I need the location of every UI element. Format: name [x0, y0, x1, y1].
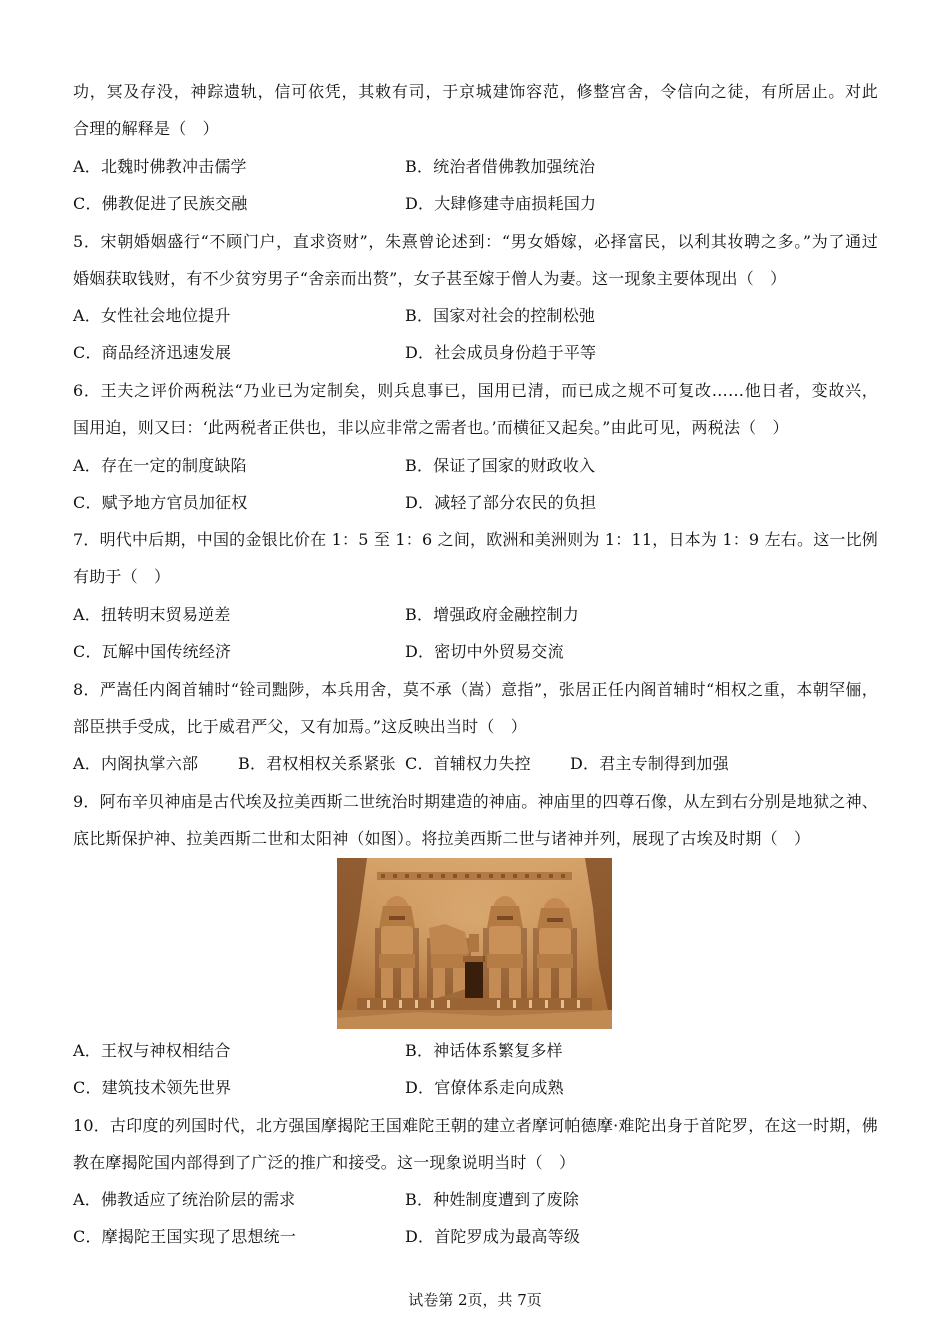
q9-stem-line1: 9．阿布辛贝神庙是古代埃及拉美西斯二世统治时期建造的神庙。神庙里的四尊石像，从左到右分别是地狱之神、 [73, 792, 878, 811]
q7-stem-line1: 7．明代中后期，中国的金银比价在 1：5 至 1：6 之间，欧洲和美洲则为 1：11，日本为 1：9 左右。这一比例 [73, 530, 878, 549]
q5-option-d[interactable]: D．社会成员身份趋于平等 [405, 343, 597, 362]
q5-option-a[interactable]: A．女性社会地位提升 [73, 306, 231, 325]
q4-option-d[interactable]: D．大肆修建寺庙损耗国力 [405, 194, 597, 213]
q7-option-d[interactable]: D．密切中外贸易交流 [405, 642, 564, 661]
q8-option-a[interactable]: A．内阁执掌六部 [73, 754, 199, 773]
q6-stem-line2: 国用迫，则又曰：‘此两税者正供也，非以应非常之需者也。’而横征又起矣。”由此可见，两税法（ ） [73, 418, 789, 437]
q6-option-d[interactable]: D．减轻了部分农民的负担 [405, 493, 597, 512]
q7-stem-line2: 有助于（ ） [73, 567, 171, 586]
page-footer: 试卷第 2页，共 7页 [408, 1291, 542, 1309]
q10-option-d[interactable]: D．首陀罗成为最高等级 [405, 1227, 581, 1246]
q10-option-a[interactable]: A．佛教适应了统治阶层的需求 [73, 1190, 296, 1209]
q6-option-a[interactable]: A．存在一定的制度缺陷 [73, 456, 247, 475]
q10-stem-line2: 教在摩揭陀国内部得到了广泛的推广和接受。这一现象说明当时（ ） [73, 1153, 576, 1172]
q4-stem-line2: 合理的解释是（ ） [73, 119, 219, 138]
q9-option-d[interactable]: D．官僚体系走向成熟 [405, 1078, 564, 1097]
q9-option-a[interactable]: A．王权与神权相结合 [73, 1041, 231, 1060]
q7-option-a[interactable]: A．扭转明末贸易逆差 [73, 605, 231, 624]
q10-stem-line1: 10．古印度的列国时代，北方强国摩揭陀王国难陀王朝的建立者摩诃帕德摩·难陀出身于首陀罗，在这一时期，佛 [73, 1116, 878, 1135]
q9-option-b[interactable]: B．神话体系繁复多样 [405, 1041, 563, 1060]
abu-simbel-temple-image [337, 858, 612, 1029]
q8-stem-line1: 8．严嵩任内阁首辅时“铨司黜陟，本兵用舍，莫不承（嵩）意指”，张居正任内阁首辅时“相权之重，本朝罕俪， [73, 680, 878, 699]
q6-option-c[interactable]: C．赋予地方官员加征权 [73, 493, 248, 512]
q4-option-a[interactable]: A．北魏时佛教冲击儒学 [73, 157, 247, 176]
q8-option-d[interactable]: D．君主专制得到加强 [570, 754, 729, 773]
q5-stem-line1: 5．宋朝婚姻盛行“不顾门户，直求资财”，朱熹曾论述到：“男女婚嫁，必择富民，以利其妆聘之多。”为了通过 [73, 232, 878, 251]
q9-stem-line2: 底比斯保护神、拉美西斯二世和太阳神（如图）。将拉美西斯二世与诸神并列，展现了古埃及时期（ ） [73, 829, 811, 848]
q8-stem-line2: 部臣拱手受成，比于威君严父，又有加焉。”这反映出当时（ ） [73, 717, 527, 736]
q8-option-c[interactable]: C．首辅权力失控 [405, 754, 531, 773]
q8-option-b[interactable]: B．君权相权关系紧张 [238, 754, 396, 773]
q10-option-c[interactable]: C．摩揭陀王国实现了思想统一 [73, 1227, 297, 1246]
q6-option-b[interactable]: B．保证了国家的财政收入 [405, 456, 596, 475]
q5-stem-line2: 婚姻获取钱财，有不少贫穷男子“舍亲而出赘”，女子甚至嫁于僧人为妻。这一现象主要体现出（ ） [73, 269, 787, 288]
q9-option-c[interactable]: C．建筑技术领先世界 [73, 1078, 232, 1097]
q7-option-c[interactable]: C．瓦解中国传统经济 [73, 642, 232, 661]
q4-option-c[interactable]: C．佛教促进了民族交融 [73, 194, 248, 213]
q5-option-b[interactable]: B．国家对社会的控制松弛 [405, 306, 596, 325]
q7-option-b[interactable]: B．增强政府金融控制力 [405, 605, 579, 624]
q4-option-b[interactable]: B．统治者借佛教加强统治 [405, 157, 596, 176]
q10-option-b[interactable]: B．种姓制度遭到了废除 [405, 1190, 579, 1209]
q5-option-c[interactable]: C．商品经济迅速发展 [73, 343, 232, 362]
q4-stem-line1: 功，冥及存没，神踪遗轨，信可依凭，其敕有司，于京城建饰容范，修整宫舍，令信向之徒，有所居止。对此 [73, 82, 878, 101]
q6-stem-line1: 6．王夫之评价两税法“乃业已为定制矣，则兵息事已，国用已清，而已成之规不可复改……他日者，变故兴， [73, 381, 878, 400]
